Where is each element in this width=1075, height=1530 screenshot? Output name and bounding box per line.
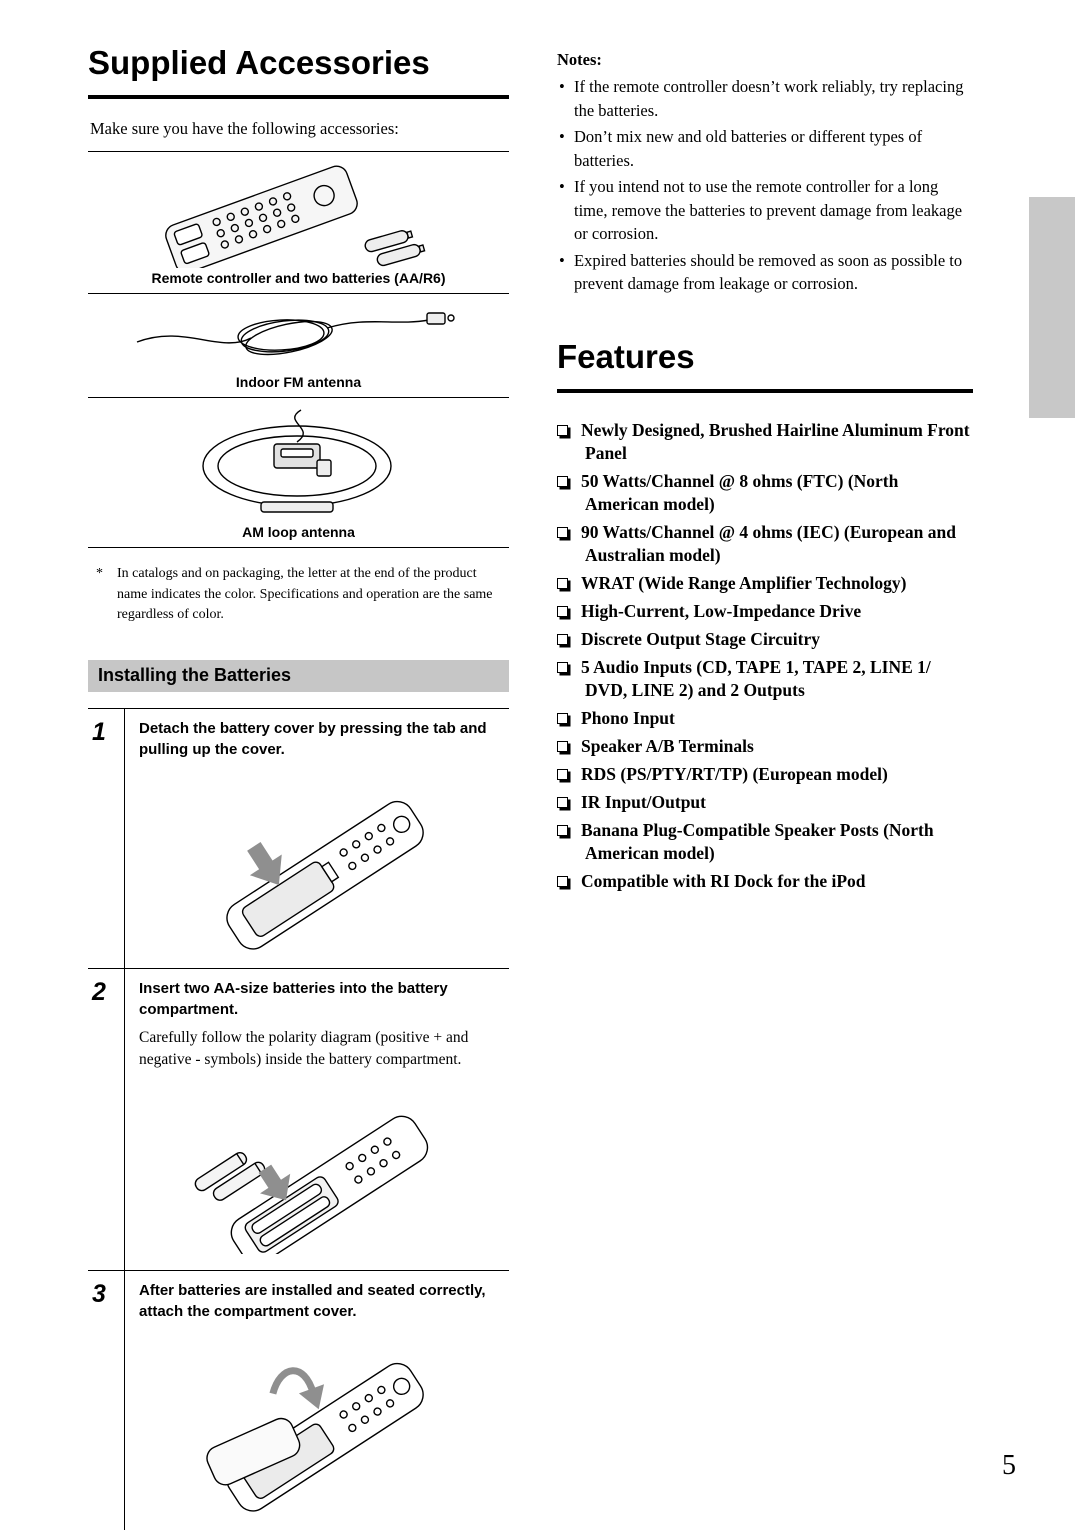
step-3-heading: After batteries are installed and seated correctly, attach the compartment cover. bbox=[139, 1281, 486, 1320]
note-item bbox=[557, 125, 973, 172]
checkbox-icon bbox=[557, 741, 568, 752]
step-3-figure bbox=[139, 1336, 509, 1514]
remote-controller-illustration bbox=[129, 156, 469, 268]
feature-text: 90 Watts/Channel @ 4 ohms (IEC) (European and Australian model) bbox=[581, 521, 956, 565]
divider bbox=[88, 151, 509, 152]
notes-title: Notes: bbox=[557, 50, 602, 69]
feature-item bbox=[557, 572, 973, 595]
feature-item bbox=[557, 707, 973, 730]
checkbox-icon bbox=[557, 425, 568, 436]
step-1-heading: Detach the battery cover by pressing the tab and pulling up the cover. bbox=[139, 719, 487, 758]
feature-item bbox=[557, 521, 973, 567]
page-number: 5 bbox=[1002, 1450, 1016, 1481]
features-list bbox=[557, 419, 973, 893]
checkbox-icon bbox=[557, 476, 568, 487]
checkbox-icon bbox=[557, 578, 568, 589]
installing-batteries-header: Installing the Batteries bbox=[88, 660, 509, 692]
am-antenna-figure bbox=[88, 402, 509, 540]
note-item bbox=[557, 75, 973, 122]
fm-antenna-caption: Indoor FM antenna bbox=[235, 374, 362, 390]
left-column bbox=[88, 44, 509, 1530]
right-column bbox=[557, 50, 973, 898]
feature-text: IR Input/Output bbox=[581, 791, 706, 812]
checkbox-icon bbox=[557, 606, 568, 617]
feature-text: Phono Input bbox=[581, 707, 675, 728]
step-2-number: 2 bbox=[92, 977, 106, 1006]
checkbox-icon bbox=[557, 662, 568, 673]
checkbox-icon bbox=[557, 527, 568, 538]
accessories-intro: Make sure you have the following accessories: bbox=[90, 119, 399, 138]
supplied-accessories-title: Supplied Accessories bbox=[88, 44, 509, 99]
step-1-figure bbox=[139, 774, 509, 952]
am-antenna-caption: AM loop antenna bbox=[242, 524, 355, 540]
step-2-heading: Insert two AA-size batteries into the battery compartment. bbox=[139, 979, 448, 1018]
fm-antenna-illustration bbox=[129, 298, 469, 372]
checkbox-icon bbox=[557, 825, 568, 836]
fm-antenna-figure bbox=[88, 298, 509, 390]
note-item bbox=[557, 249, 973, 296]
feature-item bbox=[557, 656, 973, 702]
features-title: Features bbox=[557, 338, 973, 393]
checkbox-icon bbox=[557, 769, 568, 780]
note-item bbox=[557, 175, 973, 246]
feature-item bbox=[557, 419, 973, 465]
battery-steps bbox=[88, 708, 509, 1530]
feature-item bbox=[557, 628, 973, 651]
feature-item bbox=[557, 470, 973, 516]
features-section bbox=[557, 338, 973, 893]
remote-caption: Remote controller and two batteries (AA/R6) bbox=[151, 270, 446, 286]
step-2-body: Carefully follow the polarity diagram (positive + and negative - symbols) inside the battery compartment. bbox=[139, 1028, 469, 1068]
checkbox-icon bbox=[557, 634, 568, 645]
feature-text: RDS (PS/PTY/RT/TP) (European model) bbox=[581, 763, 888, 784]
feature-text: Discrete Output Stage Circuitry bbox=[581, 628, 820, 649]
footnote-marker: * bbox=[96, 566, 103, 581]
page-edge-tab bbox=[1029, 197, 1075, 418]
note-text: If you intend not to use the remote controller for a long time, remove the batteries to prevent damage from leakage or corrosion. bbox=[574, 177, 963, 243]
step-3-number: 3 bbox=[92, 1279, 106, 1308]
am-loop-antenna-illustration bbox=[129, 402, 469, 522]
feature-item bbox=[557, 600, 973, 623]
checkbox-icon bbox=[557, 797, 568, 808]
step-2-figure bbox=[139, 1086, 509, 1254]
checkbox-icon bbox=[557, 876, 568, 887]
feature-text: WRAT (Wide Range Amplifier Technology) bbox=[581, 572, 907, 593]
footnote-text: In catalogs and on packaging, the letter at the end of the product name indicates the color. Specifications and operation are the same regardless of color. bbox=[117, 566, 493, 622]
step-1-illustration bbox=[174, 774, 474, 952]
step-1-number: 1 bbox=[92, 717, 106, 746]
remote-controller-figure bbox=[88, 156, 509, 286]
feature-text: Banana Plug-Compatible Speaker Posts (North American model) bbox=[581, 819, 934, 863]
step-2 bbox=[88, 968, 509, 1270]
step-1 bbox=[88, 708, 509, 968]
feature-item bbox=[557, 763, 973, 786]
divider bbox=[88, 397, 509, 398]
note-text: If the remote controller doesn’t work reliably, try replacing the batteries. bbox=[574, 77, 964, 120]
feature-text: 50 Watts/Channel @ 8 ohms (FTC) (North American model) bbox=[581, 470, 899, 514]
feature-text: Newly Designed, Brushed Hairline Aluminum Front Panel bbox=[581, 419, 970, 463]
step-3-illustration bbox=[174, 1336, 474, 1514]
divider bbox=[88, 293, 509, 294]
feature-text: Compatible with RI Dock for the iPod bbox=[581, 870, 866, 891]
checkbox-icon bbox=[557, 713, 568, 724]
note-text: Don’t mix new and old batteries or different types of batteries. bbox=[574, 127, 923, 170]
note-text: Expired batteries should be removed as soon as possible to prevent damage from leakage or corrosion. bbox=[574, 250, 963, 293]
divider bbox=[88, 547, 509, 548]
step-3 bbox=[88, 1270, 509, 1530]
feature-item bbox=[557, 870, 973, 893]
color-footnote bbox=[96, 564, 496, 626]
feature-item bbox=[557, 735, 973, 758]
feature-text: Speaker A/B Terminals bbox=[581, 735, 754, 756]
notes-list bbox=[557, 75, 973, 296]
feature-text: 5 Audio Inputs (CD, TAPE 1, TAPE 2, LINE 1/ DVD, LINE 2) and 2 Outputs bbox=[581, 656, 931, 700]
feature-item bbox=[557, 791, 973, 814]
feature-text: High-Current, Low-Impedance Drive bbox=[581, 600, 862, 621]
feature-item bbox=[557, 819, 973, 865]
step-2-illustration bbox=[174, 1086, 474, 1254]
